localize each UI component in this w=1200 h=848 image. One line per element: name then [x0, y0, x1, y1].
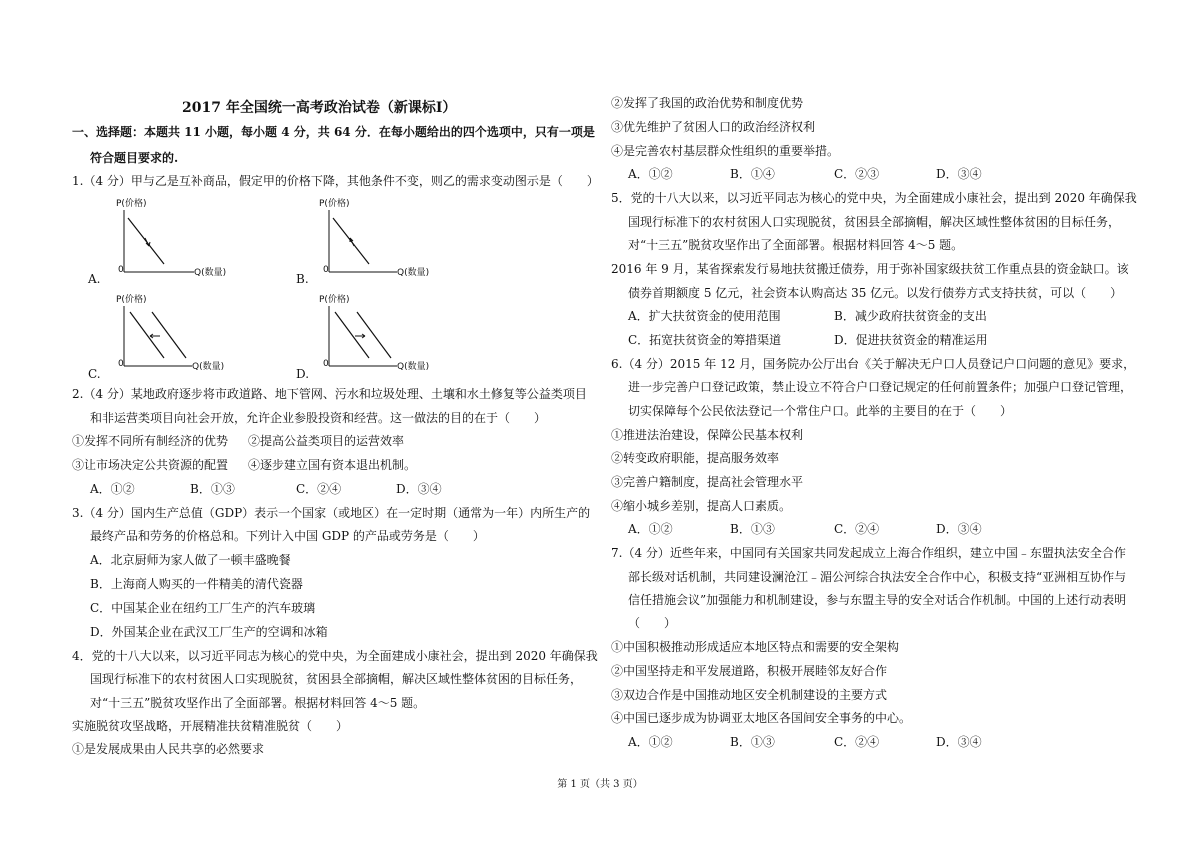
question-7-item-4: ④中国已逐步成为协调亚太地区各国间安全事务的中心。	[611, 711, 912, 725]
question-4-prompt: 实施脱贫攻坚战略，开展精准扶贫精准脱贫（ ）	[72, 719, 349, 733]
question-5-material: 2016 年 9 月，某省探索发行易地扶贫搬迁债券，用于弥补国家级扶贫工作重点县的资金缺口。该	[611, 262, 1129, 276]
axis-x-label: Q(数量)	[192, 362, 225, 372]
section-heading: 一、选择题：本题共 11 小题，每小题 4 分，共 64 分．在每小题给出的四个选项中，只有一项是	[72, 125, 595, 139]
demand-graph-b	[315, 196, 445, 278]
question-4-option-a: A．①②	[628, 167, 673, 181]
question-4-item-3: ③优先维护了贫困人口的政治经济权利	[611, 120, 816, 134]
question-3-option-d: D．外国某企业在武汉工厂生产的空调和冰箱	[90, 625, 328, 639]
demand-graph-d	[315, 292, 445, 374]
question-7-stem-cont: 部长级对话机制，共同建设澜沧江﹣湄公河综合执法安全合作中心，积极支持“亚洲相互协作与	[628, 570, 1127, 584]
question-1-stem: 1.（4 分）甲与乙是互补商品，假定甲的价格下降，其他条件不变，则乙的需求变动图示是（ ）	[72, 174, 599, 188]
question-6-option-a: A．①②	[628, 522, 673, 536]
question-3-option-c: C．中国某企业在纽约工厂生产的汽车玻璃	[90, 601, 316, 615]
axis-origin: 0	[118, 265, 124, 275]
question-6-item-2: ②转变政府职能，提高服务效率	[611, 451, 780, 465]
question-2-item-1: ①发挥不同所有制经济的优势	[72, 434, 229, 448]
question-4-option-b: B．①④	[730, 167, 775, 181]
axis-x-label: Q(数量)	[194, 268, 227, 278]
question-6-stem-cont: 进一步完善户口登记政策，禁止设立不符合户口登记规定的任何前置条件；加强户口登记管理，	[628, 380, 1133, 394]
question-2-item-2: ②提高公益类项目的运营效率	[248, 434, 405, 448]
question-6-stem-cont2: 切实保障每个公民依法登记一个常住户口。此举的主要目的在于（ ）	[628, 404, 1013, 418]
axis-x-label: Q(数量)	[397, 362, 430, 372]
question-2-stem: 2.（4 分）某地政府逐步将市政道路、地下管网、污水和垃圾处理、土壤和水土修复等公益类项目	[72, 387, 587, 401]
question-6-option-b: B．①③	[730, 522, 775, 536]
graph-a-label: A.	[88, 272, 101, 286]
question-4-stem: 4．党的十八大以来，以习近平同志为核心的党中央，为全面建成小康社会，提出到 2020 年确保我	[72, 649, 598, 663]
question-6-option-c: C．②④	[834, 522, 880, 536]
axis-y-label: P(价格)	[319, 199, 350, 209]
question-7-option-d: D．③④	[936, 735, 982, 749]
axis-y-label: P(价格)	[319, 295, 350, 305]
question-5-material-cont: 债券首期额度 5 亿元，社会资本认购高达 35 亿元。以发行债券方式支持扶贫，可以（ ）	[628, 286, 1123, 300]
graph-d-label: D.	[296, 367, 310, 381]
question-5-stem-cont: 国现行标准下的农村贫困人口实现脱贫，贫困县全部摘帽，解决区域性整体贫困的目标任务，	[628, 215, 1121, 229]
question-7-option-b: B．①③	[730, 735, 775, 749]
axis-y-label: P(价格)	[116, 295, 147, 305]
question-2-option-c: C．②④	[296, 482, 342, 496]
question-4-option-c: C．②③	[834, 167, 880, 181]
question-6-item-3: ③完善户籍制度，提高社会管理水平	[611, 475, 804, 489]
question-3-option-b: B．上海商人购买的一件精美的清代瓷器	[90, 577, 303, 591]
question-4-stem-cont2: 对“十三五”脱贫攻坚作出了全面部署。根据材料回答 4～5 题。	[90, 696, 426, 710]
question-5-option-d: D．促进扶贫资金的精准运用	[834, 333, 988, 347]
question-7-stem-cont2: 信任措施会议”加强能力和机制建设，参与东盟主导的安全对话合作机制。中国的上述行动表明	[628, 593, 1127, 607]
axis-origin: 0	[323, 265, 329, 275]
demand-graph-a	[110, 196, 240, 278]
graph-c-label: C.	[88, 367, 101, 381]
question-7-stem: 7.（4 分）近些年来，中国同有关国家共同发起成立上海合作组织，建立中国﹣东盟执法安全合作	[611, 546, 1126, 560]
question-5-option-a: A．扩大扶贫资金的使用范围	[628, 309, 781, 323]
question-7-option-a: A．①②	[628, 735, 673, 749]
question-5-option-c: C．拓宽扶贫资金的筹措渠道	[628, 333, 782, 347]
question-2-option-a: A．①②	[90, 482, 135, 496]
question-4-option-d: D．③④	[936, 167, 982, 181]
question-7-item-3: ③双边合作是中国推动地区安全机制建设的主要方式	[611, 688, 888, 702]
axis-y-label: P(价格)	[116, 199, 147, 209]
question-5-stem-cont2: 对“十三五”脱贫攻坚作出了全面部署。根据材料回答 4～5 题。	[628, 238, 964, 252]
question-6-item-4: ④缩小城乡差别，提高人口素质。	[611, 499, 792, 513]
axis-origin: 0	[323, 359, 329, 369]
question-3-option-a: A．北京厨师为家人做了一顿丰盛晚餐	[90, 553, 291, 567]
axis-x-label: Q(数量)	[397, 268, 430, 278]
question-7-stem-cont3: （ ）	[628, 616, 677, 630]
question-4-item-1: ①是发展成果由人民共享的必然要求	[72, 742, 265, 756]
question-6-item-1: ①推进法治建设，保障公民基本权利	[611, 428, 804, 442]
question-2-item-4: ④逐步建立国有资本退出机制。	[248, 458, 417, 472]
question-5-stem: 5．党的十八大以来，以习近平同志为核心的党中央，为全面建成小康社会，提出到 2020 年确保我	[611, 191, 1137, 205]
question-4-item-4: ④是完善农村基层群众性组织的重要举措。	[611, 144, 840, 158]
section-heading-cont: 符合题目要求的.	[90, 151, 179, 165]
question-4-item-2: ②发挥了我国的政治优势和制度优势	[611, 96, 804, 110]
question-5-option-b: B．减少政府扶贫资金的支出	[834, 309, 987, 323]
page-number: 第 1 页（共 3 页）	[557, 779, 643, 790]
question-7-item-1: ①中国积极推动形成适应本地区特点和需要的安全架构	[611, 640, 900, 654]
question-2-option-d: D．③④	[396, 482, 442, 496]
question-6-stem: 6.（4 分）2015 年 12 月，国务院办公厅出台《关于解决无户口人员登记户口问题的意见》要求，	[611, 357, 1136, 371]
question-2-item-3: ③让市场决定公共资源的配置	[72, 458, 229, 472]
question-7-option-c: C．②④	[834, 735, 880, 749]
page-title: 2017 年全国统一高考政治试卷（新课标Ⅰ）	[182, 100, 457, 116]
question-3-stem-cont: 最终产品和劳务的价格总和。下列计入中国 GDP 的产品或劳务是（ ）	[90, 529, 485, 543]
axis-origin: 0	[118, 359, 124, 369]
demand-graph-c	[110, 292, 240, 374]
graph-b-label: B.	[296, 272, 309, 286]
question-3-stem: 3.（4 分）国内生产总值（GDP）表示一个国家（或地区）在一定时期（通常为一年）内所生产的	[72, 506, 591, 520]
question-2-option-b: B．①③	[190, 482, 235, 496]
question-4-stem-cont: 国现行标准下的农村贫困人口实现脱贫，贫困县全部摘帽，解决区域性整体贫困的目标任务，	[90, 672, 583, 686]
question-2-stem-cont: 和非运营类项目向社会开放，允许企业参股投资和经营。这一做法的目的在于（ ）	[90, 411, 547, 425]
question-6-option-d: D．③④	[936, 522, 982, 536]
question-7-item-2: ②中国坚持走和平发展道路，积极开展睦邻友好合作	[611, 664, 888, 678]
